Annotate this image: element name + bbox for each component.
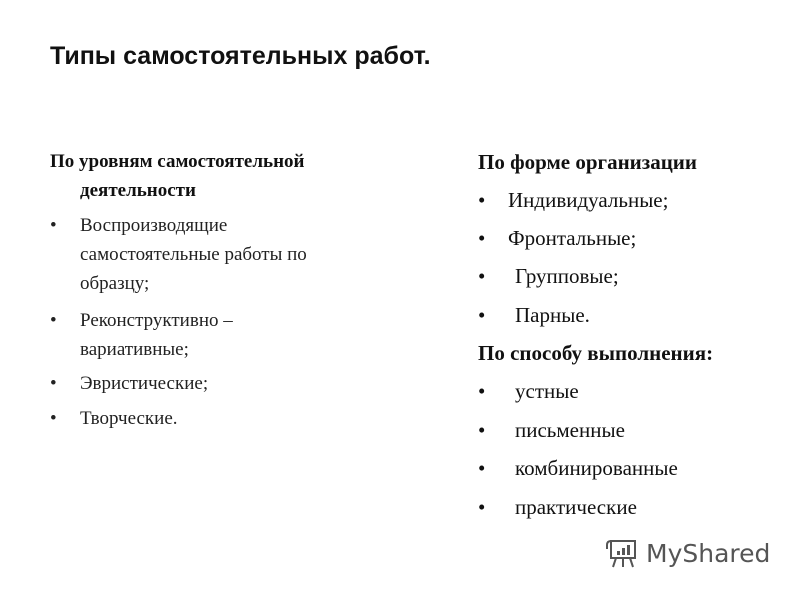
right-heading-form: По форме организации <box>478 150 698 174</box>
watermark-logo <box>606 536 770 570</box>
list-item-text: комбинированные <box>515 456 678 480</box>
list-item-text: Парные. <box>515 303 590 327</box>
list-item-text: Творческие. <box>80 408 178 429</box>
list-item-text: практические <box>515 495 637 519</box>
bullet: • <box>478 188 486 212</box>
bullet: • <box>50 310 57 331</box>
presentation-board-icon <box>606 536 640 570</box>
bullet: • <box>478 456 486 480</box>
bullet: • <box>50 408 57 429</box>
bullet: • <box>478 264 486 288</box>
watermark-text: MyShared <box>646 538 771 568</box>
list-item-text: Воспроизводящие самостоятельные работы по образцу; <box>80 215 307 294</box>
list-item-text: Фронтальные; <box>508 226 637 250</box>
list-item-text: Групповые; <box>515 264 619 288</box>
bullet: • <box>478 226 486 250</box>
bullet: • <box>478 495 486 519</box>
slide-title: Типы самостоятельных работ. <box>50 42 431 70</box>
left-heading-line1: По уровням самостоятельной <box>50 151 305 172</box>
list-item-text: Реконструктивно – вариативные; <box>80 310 233 360</box>
bullet: • <box>50 215 57 236</box>
list-item-text: Эвристические; <box>80 373 209 394</box>
list-item-text: устные <box>515 379 579 403</box>
bullet: • <box>478 379 486 403</box>
right-heading-method: По способу выполнения: <box>478 341 714 365</box>
bullet: • <box>478 303 486 327</box>
list-item-text: письменные <box>515 418 625 442</box>
left-heading-line2: деятельности <box>80 180 196 201</box>
list-item <box>50 369 370 398</box>
list-item <box>50 211 370 298</box>
bullet: • <box>478 418 486 442</box>
left-heading <box>50 147 390 205</box>
list-item <box>50 404 370 433</box>
bullet: • <box>50 373 57 394</box>
list-item <box>50 306 370 364</box>
list-item-text: Индивидуальные; <box>508 188 669 212</box>
